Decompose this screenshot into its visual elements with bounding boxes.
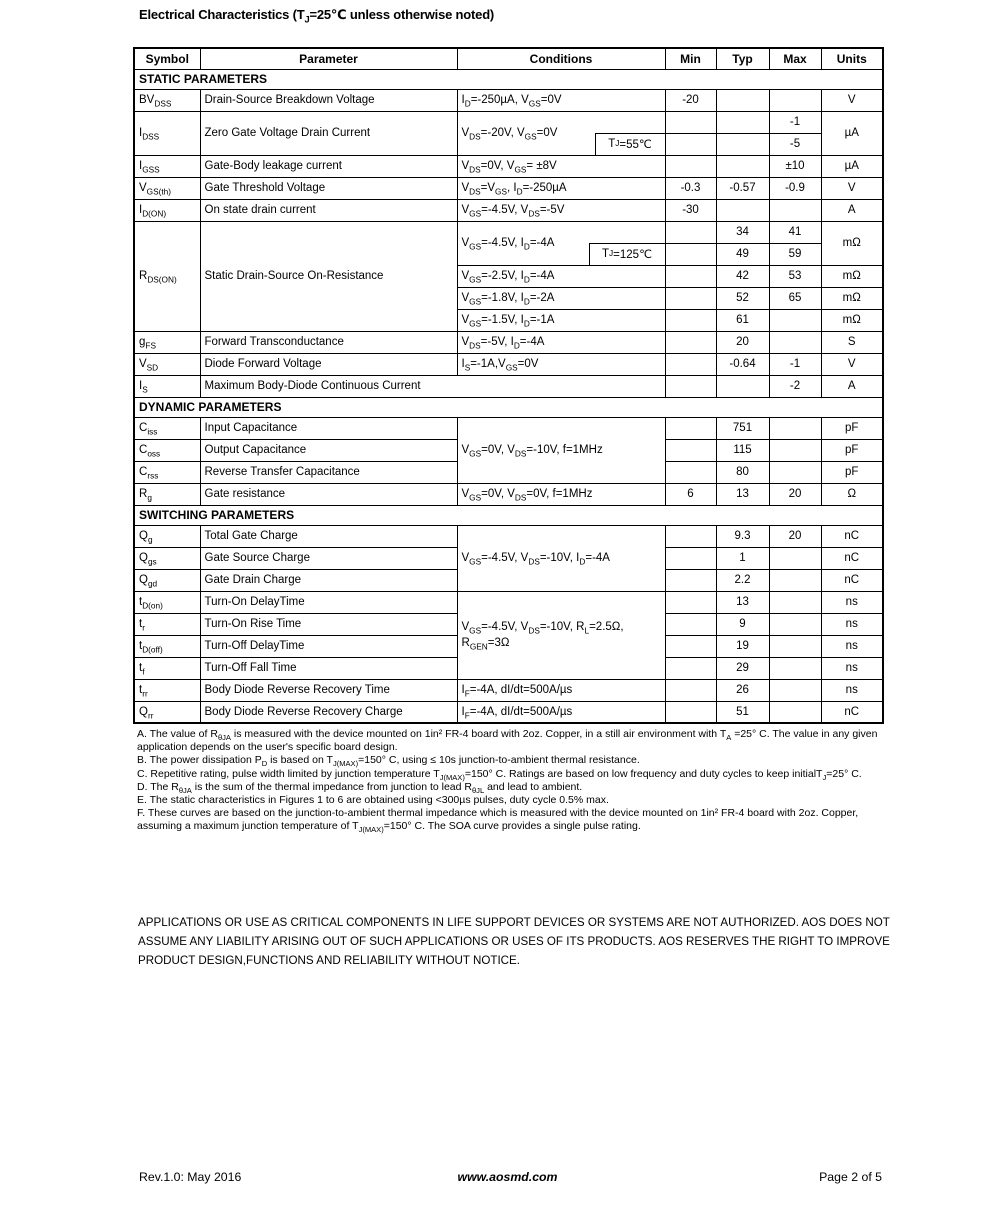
symbol-cell: $Q_{gs}$ [134,547,200,569]
footnote-f: F. These curves are based on the junction-to-ambient thermal impedance which is measured with the device mounted on 1in² FR-4 board with 2oz. Copper, assuming a maximum junction temperature of $T_{J(MAX)}=150^\circ$ C. The SOA curve provides a single pulse rating. [137,807,859,835]
units-cell: µA [821,111,883,155]
conditions-cell: $V_{GS}=-2.5V$, $I_D=-4A$ [457,265,665,287]
min-cell [665,635,716,657]
typ-cell: 19 [716,635,769,657]
section-row-dynamic [134,397,883,417]
max-cell [769,635,821,657]
parameter-cell: Input Capacitance [200,417,457,439]
max-cell: ±10 [769,155,821,177]
max-cell: 59 [769,243,821,265]
min-cell [665,569,716,591]
conditions-cell: $I_F=-4A$, dI/dt=500A/µs [457,701,665,723]
max-cell: 20 [769,525,821,547]
row-gfs [134,331,883,353]
page-title: Electrical Characteristics ($T_J=25℃$ unless otherwise noted) [139,7,495,25]
typ-cell: -0.64 [716,353,769,375]
row-is [134,375,883,397]
units-cell: nC [821,569,883,591]
typ-cell: 20 [716,331,769,353]
conditions-subcell-tj55: T J =55℃ [595,133,665,155]
footnote-b: B. The power dissipation $P_D$ is based on $T_{J(MAX)}=150^\circ$ C, using ≤ 10s junction-to-ambient thermal resistance. [137,754,640,769]
col-header-conditions: Conditions [457,48,665,69]
col-header-max: Max [769,48,821,69]
typ-cell: 29 [716,657,769,679]
min-cell: -0.3 [665,177,716,199]
symbol-cell: $t_{D(off)}$ [134,635,200,657]
typ-cell: 51 [716,701,769,723]
units-cell: A [821,199,883,221]
conditions-cell: $V_{GS}=0V$, $V_{DS}=0V$, f=1MHz [457,483,665,505]
conditions-cell: $V_{DS}=-5V$, $I_D=-4A$ [457,331,665,353]
parameter-cell: Output Capacitance [200,439,457,461]
max-cell [769,701,821,723]
conditions-cell: $V_{GS}=0V$, $V_{DS}=-10V$, f=1MHz [457,417,665,483]
parameter-cell: Gate resistance [200,483,457,505]
symbol-cell: $t_r$ [134,613,200,635]
typ-cell: 61 [716,309,769,331]
row-qg [134,525,883,547]
max-cell [769,439,821,461]
parameter-cell: Gate-Body leakage current [200,155,457,177]
symbol-cell: $I_{D(ON)}$ [134,199,200,221]
typ-cell: 80 [716,461,769,483]
row-rg [134,483,883,505]
parameter-cell: Total Gate Charge [200,525,457,547]
parameter-cell: Reverse Transfer Capacitance [200,461,457,483]
footnote-a: A. The value of $R_{\theta JA}$ is measured with the device mounted on 1in² FR-4 board with 2oz. Copper, in a still air environment with $T_A =25^\circ$ C. The value in any given application depends on the user's specific board design. [137,728,878,754]
parameter-cell: Gate Source Charge [200,547,457,569]
footnote-d: D. The $R_{\theta JA}$ is the sum of the thermal impedance from junction to lead $R_{\theta JL}$ and lead to ambient. [137,780,583,795]
conditions-cell: $I_S=-1A,V_{GS}=0V$ [457,353,665,375]
section-label: SWITCHING PARAMETERS [134,505,883,525]
units-cell: µA [821,155,883,177]
min-cell [665,111,716,133]
conditions-cell: $V_{GS}=-4.5V$, $V_{DS}=-10V$, $I_D=-4A$ [457,525,665,591]
footer-revision: Rev.1.0: May 2016 [139,1170,242,1184]
typ-cell: 34 [716,221,769,243]
min-cell [665,547,716,569]
units-cell: ns [821,635,883,657]
footnote-c: C. Repetitive rating, pulse width limited by junction temperature $T_{J(MAX)}=150^\circ$ C. Ratings are based on low frequency and duty cycles to keep initialT$_J$=25° C. [137,767,862,782]
section-label: DYNAMIC PARAMETERS [134,397,883,417]
conditions-cell: $V_{DS}=0V$, $V_{GS}= \pm 8V$ [457,155,665,177]
units-cell: mΩ [821,309,883,331]
table-header-row [134,48,883,69]
typ-cell [716,375,769,397]
units-cell: pF [821,461,883,483]
min-cell [665,701,716,723]
typ-cell: 13 [716,591,769,613]
units-cell: V [821,353,883,375]
symbol-cell: $BV_{DSS}$ [134,89,200,111]
footnotes [137,728,885,834]
min-cell: -20 [665,89,716,111]
col-header-symbol: Symbol [134,48,200,69]
symbol-cell: $C_{rss}$ [134,461,200,483]
max-cell [769,547,821,569]
max-cell [769,199,821,221]
max-cell: 41 [769,221,821,243]
row-bvdss [134,89,883,111]
symbol-cell: $Q_g$ [134,525,200,547]
min-cell [665,679,716,701]
conditions-cell: $V_{GS}=-4.5V$, $V_{DS}=-5V$ [457,199,665,221]
typ-cell: 49 [716,243,769,265]
units-cell: A [821,375,883,397]
typ-cell [716,89,769,111]
parameter-cell: Turn-Off Fall Time [200,657,457,679]
parameter-cell: Body Diode Reverse Recovery Charge [200,701,457,723]
units-cell: pF [821,439,883,461]
typ-cell [716,111,769,133]
units-cell: V [821,177,883,199]
symbol-cell: $t_f$ [134,657,200,679]
symbol-cell: $t_{rr}$ [134,679,200,701]
units-cell: S [821,331,883,353]
typ-cell [716,133,769,155]
min-cell [665,133,716,155]
conditions-cell: $V_{GS}=-1.5V$, $I_D=-1A$ [457,309,665,331]
min-cell: -30 [665,199,716,221]
typ-cell: 9.3 [716,525,769,547]
min-cell [665,525,716,547]
max-cell [769,613,821,635]
typ-cell: 115 [716,439,769,461]
symbol-cell: $C_{oss}$ [134,439,200,461]
typ-cell: 9 [716,613,769,635]
section-row-static [134,69,883,89]
conditions-cell: $V_{GS}=-1.8V$, $I_D=-2A$ [457,287,665,309]
max-cell [769,591,821,613]
min-cell [665,155,716,177]
symbol-cell: $Q_{rr}$ [134,701,200,723]
units-cell: Ω [821,483,883,505]
min-cell [665,613,716,635]
parameter-cell: Body Diode Reverse Recovery Time [200,679,457,701]
conditions-subcell-tj125: T J =125℃ [589,243,665,265]
min-cell [665,265,716,287]
min-cell [665,309,716,331]
typ-cell: 26 [716,679,769,701]
min-cell [665,657,716,679]
conditions-cell [457,221,665,265]
symbol-cell: $g_{FS}$ [134,331,200,353]
max-cell: -5 [769,133,821,155]
max-cell [769,657,821,679]
units-cell: nC [821,525,883,547]
max-cell: 53 [769,265,821,287]
parameter-cell: Diode Forward Voltage [200,353,457,375]
row-rdson-1 [134,221,883,243]
symbol-cell: $Q_{gd}$ [134,569,200,591]
row-ciss [134,417,883,439]
parameter-cell: Zero Gate Voltage Drain Current [200,111,457,155]
min-cell [665,331,716,353]
parameter-cell: Static Drain-Source On-Resistance [200,221,457,331]
min-cell [665,353,716,375]
symbol-cell: $V_{GS(th)}$ [134,177,200,199]
min-cell [665,439,716,461]
max-cell [769,89,821,111]
symbol-cell: $V_{SD}$ [134,353,200,375]
max-cell [769,679,821,701]
units-cell: mΩ [821,265,883,287]
min-cell [665,375,716,397]
typ-cell: 1 [716,547,769,569]
units-cell: ns [821,591,883,613]
min-cell [665,243,716,265]
section-label: STATIC PARAMETERS [134,69,883,89]
symbol-cell: $I_S$ [134,375,200,397]
min-cell [665,591,716,613]
col-header-min: Min [665,48,716,69]
typ-cell: 2.2 [716,569,769,591]
disclaimer-text: APPLICATIONS OR USE AS CRITICAL COMPONENTS IN LIFE SUPPORT DEVICES OR SYSTEMS ARE NOT AUTHORIZED. AOS DOES NOT ASSUME ANY LIABILITY ARISING OUT OF SUCH APPLICATIONS OR USES OF ITS PRODUCTS. AOS RESERVES THE RIGHT TO IMPROVE PRODUCT DESIGN,FUNCTIONS AND RELIABILITY WITHOUT NOTICE. [138,916,890,967]
conditions-cell: $V_{DS}=V_{GS}$, $I_D=-250\mu A$ [457,177,665,199]
max-cell: -1 [769,353,821,375]
row-igss [134,155,883,177]
conditions-cell: $I_D=-250\mu A$, $V_{GS}=0V$ [457,89,665,111]
row-qrr [134,701,883,723]
max-cell: -0.9 [769,177,821,199]
parameter-cell: Gate Threshold Voltage [200,177,457,199]
parameter-cell: Forward Transconductance [200,331,457,353]
units-cell: nC [821,701,883,723]
parameter-cell: Turn-On Rise Time [200,613,457,635]
row-tdon [134,591,883,613]
col-header-parameter: Parameter [200,48,457,69]
parameter-cell: On state drain current [200,199,457,221]
units-cell: pF [821,417,883,439]
units-cell: ns [821,613,883,635]
parameter-cell: Drain-Source Breakdown Voltage [200,89,457,111]
units-cell: ns [821,679,883,701]
electrical-characteristics-table [133,47,884,724]
symbol-cell: $I_{GSS}$ [134,155,200,177]
max-cell [769,569,821,591]
typ-cell [716,199,769,221]
conditions-cell: $I_F=-4A$, dI/dt=500A/µs [457,679,665,701]
typ-cell: 13 [716,483,769,505]
max-cell [769,331,821,353]
row-vsd [134,353,883,375]
symbol-cell: $t_{D(on)}$ [134,591,200,613]
units-cell: mΩ [821,287,883,309]
parameter-cell: Turn-Off DelayTime [200,635,457,657]
symbol-cell: $I_{DSS}$ [134,111,200,155]
row-vgsth [134,177,883,199]
section-row-switching [134,505,883,525]
min-cell [665,461,716,483]
row-trr [134,679,883,701]
max-cell [769,461,821,483]
symbol-cell: $R_{DS(ON)}$ [134,221,200,331]
parameter-cell: Maximum Body-Diode Continuous Current [200,375,665,397]
max-cell: 65 [769,287,821,309]
units-cell: mΩ [821,221,883,265]
footer-website: www.aosmd.com [457,1170,558,1184]
col-header-typ: Typ [716,48,769,69]
footnote-e: E. The static characteristics in Figures 1 to 6 are obtained using <300µs pulses, duty cycle 0.5% max. [137,794,609,807]
conditions-cell [457,111,665,155]
units-cell: nC [821,547,883,569]
typ-cell: -0.57 [716,177,769,199]
conditions-text: $V_{GS}=-4.5V$, $I_D=-4A$ [461,237,555,252]
typ-cell [716,155,769,177]
symbol-cell: $C_{iss}$ [134,417,200,439]
typ-cell: 52 [716,287,769,309]
row-idon [134,199,883,221]
units-cell: V [821,89,883,111]
symbol-cell: $R_g$ [134,483,200,505]
min-cell [665,287,716,309]
min-cell [665,221,716,243]
max-cell [769,309,821,331]
col-header-units: Units [821,48,883,69]
max-cell: -2 [769,375,821,397]
max-cell [769,417,821,439]
min-cell [665,417,716,439]
parameter-cell: Gate Drain Charge [200,569,457,591]
max-cell: -1 [769,111,821,133]
conditions-text: $V_{DS}=-20V$, $V_{GS}=0V$ [461,127,558,142]
footer-page-number: Page 2 of 5 [819,1170,882,1184]
typ-cell: 42 [716,265,769,287]
parameter-cell: Turn-On DelayTime [200,591,457,613]
row-idss-1 [134,111,883,133]
typ-cell: 751 [716,417,769,439]
max-cell: 20 [769,483,821,505]
conditions-cell: $V_{GS}=-4.5V$, $V_{DS}=-10V$, $R_L=2.5\Omega$, $R_{GEN}=3\Omega$ [457,591,665,679]
units-cell: ns [821,657,883,679]
min-cell: 6 [665,483,716,505]
